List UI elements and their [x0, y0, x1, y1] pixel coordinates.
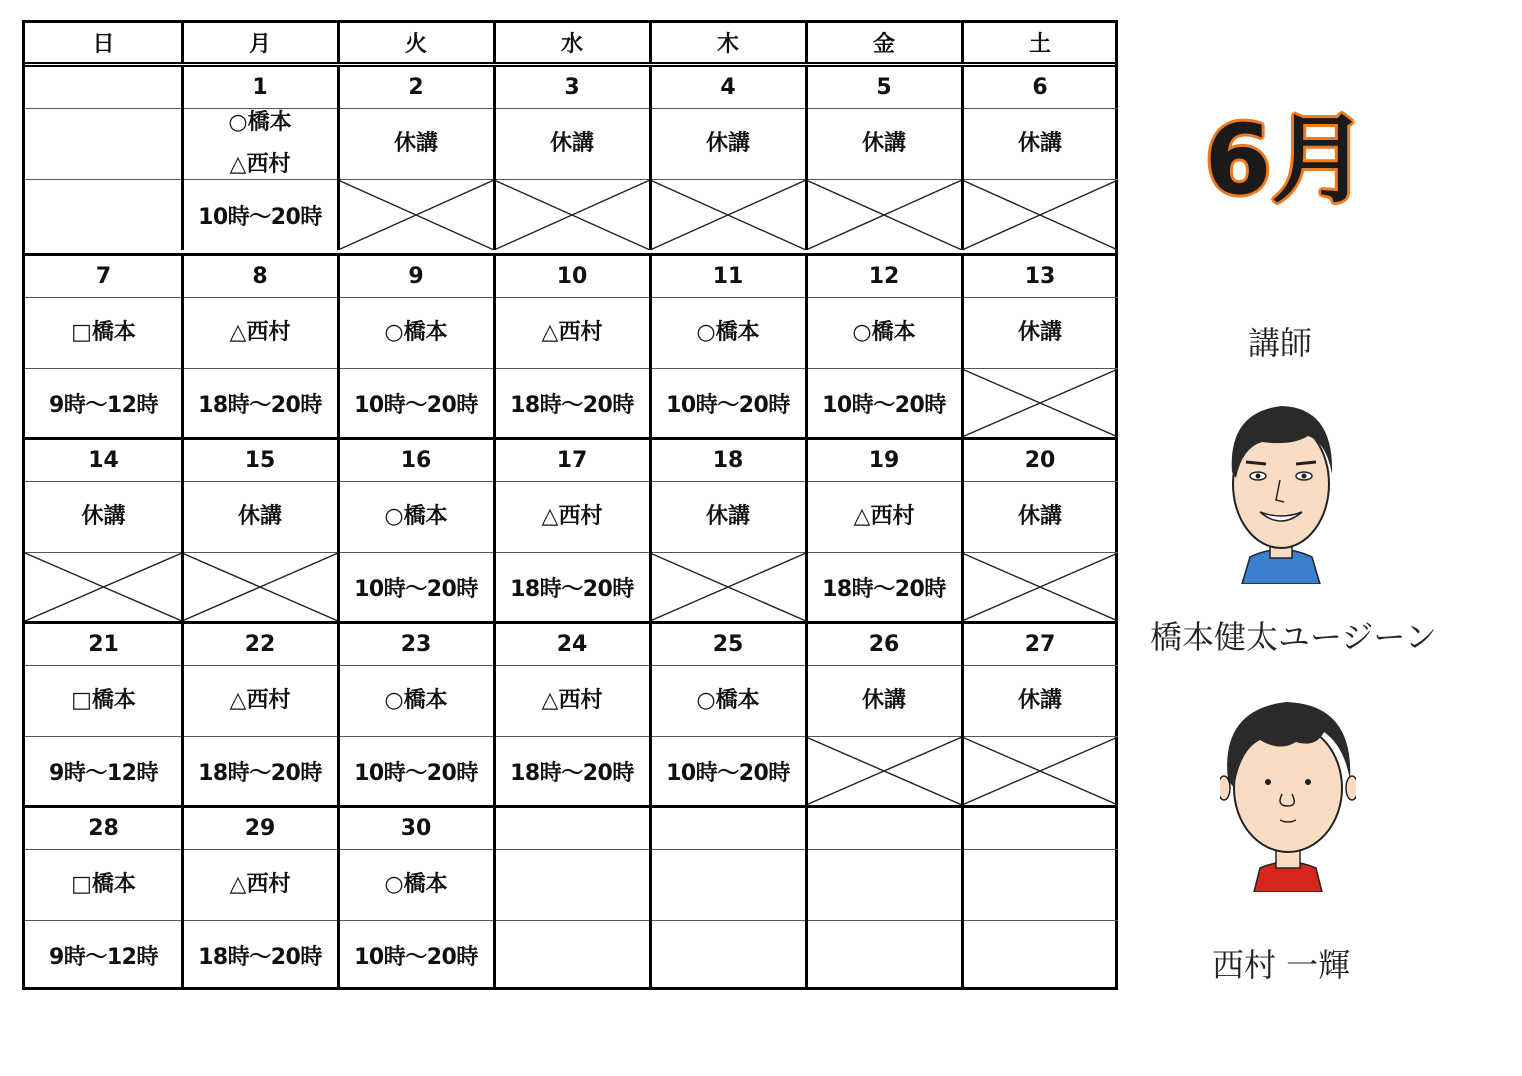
class-hours: 18時～20時	[510, 760, 634, 786]
instructor-mark: ○橋本	[852, 320, 916, 345]
instructor-assignment	[650, 298, 806, 369]
instructor-assignment	[494, 666, 650, 737]
calendar-week-row	[25, 805, 1115, 990]
instructor-assignment	[25, 482, 182, 553]
class-hours: 10時～20時	[666, 760, 790, 786]
day-number: 18	[650, 440, 806, 482]
instructor-assignment	[25, 850, 182, 921]
column-divider	[649, 808, 652, 990]
calendar-day-cell	[182, 256, 338, 437]
class-hours: 18時～20時	[510, 392, 634, 418]
instructor-mark: □橋本	[71, 872, 136, 897]
calendar-day-cell	[25, 67, 182, 250]
instructor-name-hashimoto: 橋本健太ユージーン	[1150, 618, 1437, 656]
class-hours	[25, 553, 182, 621]
instructor-assignment	[962, 298, 1118, 369]
day-number: 1	[182, 67, 338, 109]
no-class-cross-mark	[338, 180, 494, 250]
day-number: 30	[338, 808, 494, 850]
day-number: 16	[338, 440, 494, 482]
day-number: 26	[806, 624, 962, 666]
instructor-assignment	[338, 298, 494, 369]
no-class-cross-mark	[962, 737, 1118, 805]
day-number: 24	[494, 624, 650, 666]
class-hours: 9時～12時	[49, 945, 158, 970]
class-hours: 10時～20時	[666, 392, 790, 418]
column-divider	[805, 808, 808, 990]
instructor-mark: 休講	[861, 688, 906, 713]
instructor-mark: ○橋本	[696, 320, 760, 345]
instructor-mark: 休講	[1017, 504, 1062, 529]
calendar-day-cell	[962, 440, 1118, 621]
calendar-day-cell	[806, 67, 962, 250]
instructor-mark: △西村	[229, 872, 291, 897]
column-divider	[961, 808, 964, 990]
column-divider	[337, 440, 340, 621]
no-class-cross-mark	[25, 553, 182, 621]
column-divider	[181, 67, 184, 250]
instructor-mark: □橋本	[71, 688, 136, 713]
column-divider	[805, 440, 808, 621]
column-divider	[493, 808, 496, 990]
calendar-day-cell	[182, 808, 338, 990]
column-divider	[805, 23, 808, 62]
instructor-assignment	[650, 109, 806, 180]
column-divider	[181, 624, 184, 805]
calendar-day-cell	[338, 67, 494, 250]
day-number: 2	[338, 67, 494, 109]
day-number: 19	[806, 440, 962, 482]
day-number: 12	[806, 256, 962, 298]
column-divider	[337, 23, 340, 62]
instructor-mark: 休講	[549, 131, 594, 156]
column-divider	[493, 67, 496, 250]
weekday-label: 土	[1028, 32, 1051, 57]
instructor-assignment	[494, 109, 650, 180]
instructor-mark: ○橋本	[384, 320, 448, 345]
instructor-assignment	[650, 850, 806, 921]
column-divider	[961, 256, 964, 437]
instructor-mark: 休講	[393, 131, 438, 156]
day-number	[25, 67, 182, 109]
class-hours: 10時～20時	[354, 760, 478, 786]
class-hours	[962, 369, 1118, 437]
instructor-mark: 休講	[861, 131, 906, 156]
instructor-assignment	[338, 850, 494, 921]
day-number: 21	[25, 624, 182, 666]
day-number: 4	[650, 67, 806, 109]
class-hours	[494, 921, 650, 990]
column-divider	[493, 256, 496, 437]
instructor-assignment	[494, 482, 650, 553]
calendar-day-cell	[650, 256, 806, 437]
weekday-label: 火	[404, 32, 427, 57]
instructor-mark: ○橋本	[696, 688, 760, 713]
no-class-cross-mark	[650, 553, 806, 621]
instructor-assignment	[806, 298, 962, 369]
calendar-day-cell	[806, 624, 962, 805]
month-title: 6月	[1204, 103, 1368, 216]
calendar-day-cell	[962, 67, 1118, 250]
class-hours	[806, 180, 962, 250]
calendar-day-cell	[806, 808, 962, 990]
day-number: 9	[338, 256, 494, 298]
instructor-assignment	[650, 482, 806, 553]
day-number: 29	[182, 808, 338, 850]
class-hours: 18時～20時	[198, 945, 322, 970]
no-class-cross-mark	[182, 553, 338, 621]
class-hours	[182, 553, 338, 621]
calendar-day-cell	[25, 624, 182, 805]
weekday-label: 水	[560, 32, 583, 57]
class-hours: 10時～20時	[354, 945, 478, 970]
instructor-assignment	[962, 482, 1118, 553]
class-hours	[962, 737, 1118, 805]
instructor-mark: △西村	[541, 688, 603, 713]
calendar-week-row	[25, 253, 1115, 437]
instructor-mark: △西村	[229, 152, 291, 177]
day-number: 15	[182, 440, 338, 482]
column-divider	[337, 256, 340, 437]
class-hours: 18時～20時	[510, 576, 634, 602]
column-divider	[805, 624, 808, 805]
day-number: 3	[494, 67, 650, 109]
instructor-assignment	[25, 298, 182, 369]
class-hours	[494, 180, 650, 250]
instructor-mark: △西村	[541, 504, 603, 529]
class-hours: 10時～20時	[354, 576, 478, 602]
instructor-avatar-nishimura	[1220, 696, 1356, 892]
day-number: 25	[650, 624, 806, 666]
column-divider	[181, 440, 184, 621]
column-divider	[649, 440, 652, 621]
day-number	[806, 808, 962, 850]
instructor-assignment	[650, 666, 806, 737]
calendar-week-row	[25, 437, 1115, 621]
day-number: 14	[25, 440, 182, 482]
weekday-label: 木	[716, 32, 739, 57]
calendar-day-cell	[25, 440, 182, 621]
day-number: 10	[494, 256, 650, 298]
no-class-cross-mark	[494, 180, 650, 250]
day-number: 13	[962, 256, 1118, 298]
day-number: 11	[650, 256, 806, 298]
calendar-day-cell	[25, 808, 182, 990]
class-hours	[650, 553, 806, 621]
instructor-name-nishimura: 西村 一輝	[1212, 946, 1351, 984]
calendar-day-cell	[494, 256, 650, 437]
instructor-mark: ○橋本	[228, 110, 292, 135]
instructor-assignment	[806, 850, 962, 921]
calendar-day-cell	[25, 256, 182, 437]
column-divider	[337, 624, 340, 805]
class-hours: 18時～20時	[198, 760, 322, 786]
day-number: 17	[494, 440, 650, 482]
instructor-mark: 休講	[1017, 320, 1062, 345]
calendar-day-cell	[338, 624, 494, 805]
no-class-cross-mark	[962, 369, 1118, 437]
calendar-day-cell	[806, 256, 962, 437]
instructor-mark: △西村	[541, 320, 603, 345]
instructor-assignment	[338, 666, 494, 737]
column-divider	[961, 624, 964, 805]
column-divider	[493, 23, 496, 62]
instructor-assignment	[25, 666, 182, 737]
column-divider	[805, 256, 808, 437]
instructor-assignment	[182, 109, 338, 180]
class-hours: 10時～20時	[198, 204, 322, 230]
instructor-assignment	[25, 109, 182, 180]
day-number: 23	[338, 624, 494, 666]
instructor-assignment	[182, 482, 338, 553]
column-divider	[493, 440, 496, 621]
calendar-week-row	[25, 621, 1115, 805]
instructor-mark: 休講	[81, 504, 126, 529]
instructor-assignment	[962, 850, 1118, 921]
class-hours: 10時～20時	[354, 392, 478, 418]
instructor-mark: 休講	[1017, 688, 1062, 713]
instructor-mark: 休講	[237, 504, 282, 529]
instructor-assignment	[806, 109, 962, 180]
class-hours	[25, 180, 182, 250]
instructor-mark: △西村	[229, 320, 291, 345]
instructor-assignment	[182, 850, 338, 921]
column-divider	[181, 23, 184, 62]
column-divider	[961, 67, 964, 250]
class-hours	[962, 553, 1118, 621]
instructor-assignment	[338, 482, 494, 553]
weekday-header-row	[25, 23, 1115, 67]
calendar-day-cell	[338, 808, 494, 990]
instructor-assignment	[182, 666, 338, 737]
column-divider	[649, 23, 652, 62]
instructor-mark: 休講	[705, 504, 750, 529]
day-number	[494, 808, 650, 850]
calendar-day-cell	[494, 440, 650, 621]
class-hours	[806, 921, 962, 990]
calendar-day-cell	[494, 808, 650, 990]
day-number: 22	[182, 624, 338, 666]
no-class-cross-mark	[806, 180, 962, 250]
calendar-day-cell	[494, 67, 650, 250]
instructor-assignment	[182, 298, 338, 369]
instructor-mark: △西村	[229, 688, 291, 713]
calendar-day-cell	[338, 440, 494, 621]
instructor-mark: ○橋本	[384, 688, 448, 713]
day-number	[650, 808, 806, 850]
day-number: 6	[962, 67, 1118, 109]
calendar-day-cell	[338, 256, 494, 437]
weekday-label: 月	[248, 32, 271, 57]
instructor-assignment	[494, 298, 650, 369]
instructor-assignment	[494, 850, 650, 921]
instructor-mark: 休講	[705, 131, 750, 156]
instructor-assignment	[962, 666, 1118, 737]
class-hours	[806, 737, 962, 805]
day-number: 28	[25, 808, 182, 850]
instructor-assignment	[962, 109, 1118, 180]
day-number: 5	[806, 67, 962, 109]
calendar-day-cell	[962, 808, 1118, 990]
class-hours: 9時～12時	[49, 760, 158, 786]
class-hours	[650, 921, 806, 990]
calendar-day-cell	[962, 624, 1118, 805]
column-divider	[961, 440, 964, 621]
instructor-assignment	[806, 482, 962, 553]
monthly-schedule-calendar	[22, 20, 1118, 990]
no-class-cross-mark	[962, 180, 1118, 250]
day-number	[962, 808, 1118, 850]
column-divider	[181, 256, 184, 437]
class-hours	[338, 180, 494, 250]
column-divider	[337, 808, 340, 990]
calendar-day-cell	[182, 624, 338, 805]
class-hours: 18時～20時	[198, 392, 322, 418]
calendar-day-cell	[806, 440, 962, 621]
column-divider	[649, 624, 652, 805]
calendar-day-cell	[182, 67, 338, 250]
class-hours	[962, 180, 1118, 250]
no-class-cross-mark	[806, 737, 962, 805]
no-class-cross-mark	[650, 180, 806, 250]
calendar-day-cell	[650, 67, 806, 250]
calendar-week-row	[25, 67, 1115, 250]
class-hours	[962, 921, 1118, 990]
calendar-day-cell	[650, 440, 806, 621]
class-hours: 9時～12時	[49, 392, 158, 418]
instructor-mark: ○橋本	[384, 504, 448, 529]
day-number: 7	[25, 256, 182, 298]
calendar-day-cell	[650, 624, 806, 805]
column-divider	[961, 23, 964, 62]
class-hours	[650, 180, 806, 250]
calendar-day-cell	[494, 624, 650, 805]
column-divider	[649, 67, 652, 250]
calendar-day-cell	[182, 440, 338, 621]
day-number: 20	[962, 440, 1118, 482]
column-divider	[181, 808, 184, 990]
weekday-label: 金	[872, 32, 895, 57]
column-divider	[493, 624, 496, 805]
calendar-day-cell	[650, 808, 806, 990]
weekday-label: 日	[92, 32, 115, 57]
instructor-mark: 休講	[1017, 131, 1062, 156]
instructor-mark: ○橋本	[384, 872, 448, 897]
instructor-mark: △西村	[853, 504, 915, 529]
column-divider	[805, 67, 808, 250]
column-divider	[337, 67, 340, 250]
class-hours: 10時～20時	[822, 392, 946, 418]
instructor-assignment	[338, 109, 494, 180]
calendar-day-cell	[962, 256, 1118, 437]
instructor-mark: □橋本	[71, 320, 136, 345]
day-number: 27	[962, 624, 1118, 666]
instructor-avatar-hashimoto	[1222, 402, 1340, 584]
day-number: 8	[182, 256, 338, 298]
column-divider	[649, 256, 652, 437]
no-class-cross-mark	[962, 553, 1118, 621]
class-hours: 18時～20時	[822, 576, 946, 602]
instructors-heading: 講師	[1248, 324, 1313, 362]
instructor-assignment	[806, 666, 962, 737]
